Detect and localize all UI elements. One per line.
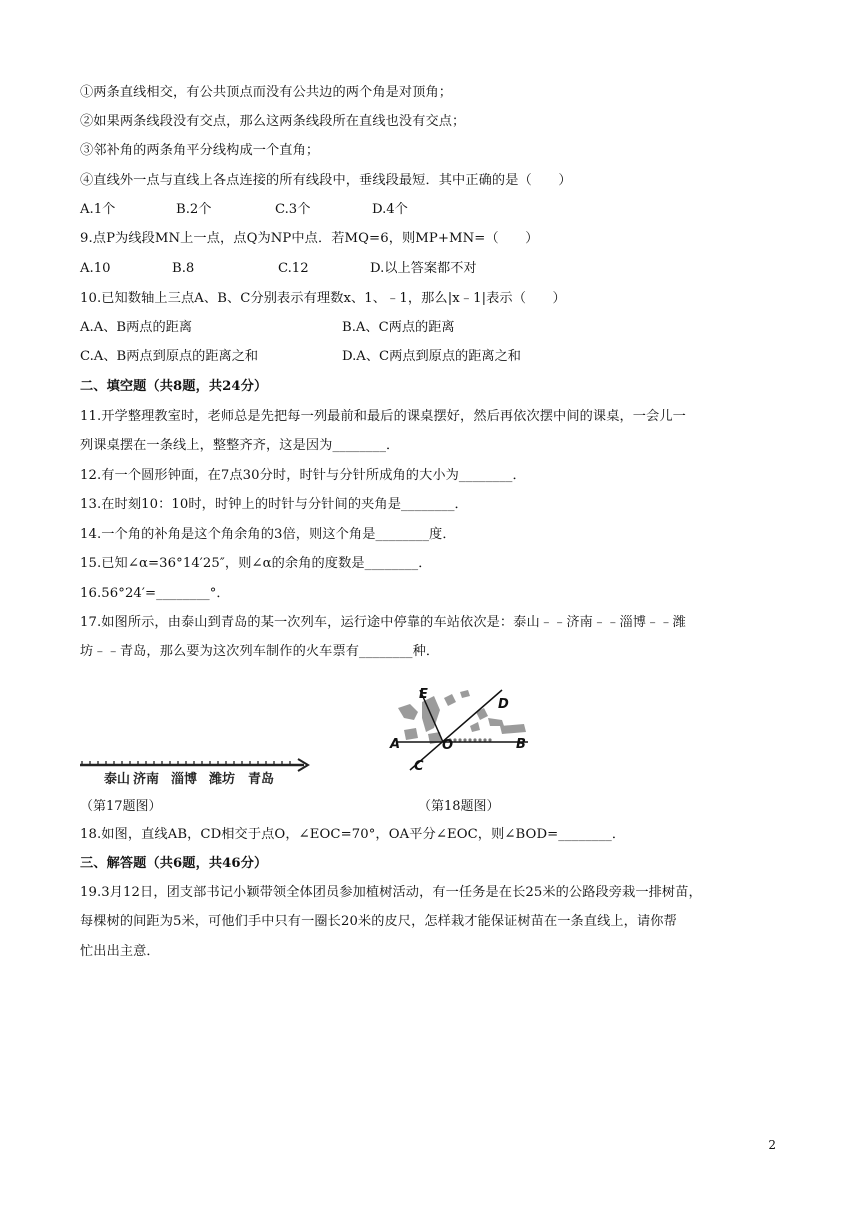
q8-option-a: A.1个: [80, 202, 116, 217]
q10-stem: 10.已知数轴上三点A、B、C分别表示有理数x、1、﹣1，那么|x﹣1|表示（ ）: [80, 291, 566, 306]
station-taishan: 泰山: [104, 772, 131, 787]
q8-option-b: B.2个: [176, 202, 212, 217]
q9-option-c: C.12: [278, 261, 309, 276]
q13-text: 13.在时刻10：10时，时钟上的时针与分针间的夹角是________．: [80, 497, 468, 512]
q8-option-d: D.4个: [372, 202, 408, 217]
label-c: C: [414, 759, 424, 774]
page-number: 2: [768, 1138, 776, 1152]
q14-text: 14.一个角的补角是这个角余角的3倍，则这个角是________度．: [80, 527, 456, 542]
q11-line-2: 列课桌摆在一条线上，整整齐齐，这是因为________．: [80, 438, 400, 453]
section-3-title: 三、解答题（共6题，共46分）: [80, 856, 268, 871]
label-a: A: [390, 737, 401, 752]
q17-line-1: 17.如图所示，由泰山到青岛的某一次列车，运行途中停靠的车站依次是：泰山﹣﹣济南﹣﹣淄博﹣﹣潍: [80, 615, 686, 630]
q8-option-c: C.3个: [275, 202, 311, 217]
q8-statement-3: ③邻补角的两条角平分线构成一个直角；: [80, 143, 320, 158]
station-weifang: 潍坊: [209, 772, 236, 787]
figure-17-caption: （第17题图）: [80, 799, 162, 814]
q11-line-1: 11.开学整理教室时，老师总是先把每一列最前和最后的课桌摆好，然后再依次摆中间的课桌，一会儿一: [80, 409, 686, 424]
q10-option-c: C.A、B两点到原点的距离之和: [80, 349, 259, 364]
q9-option-a: A.10: [80, 261, 111, 276]
label-o: O: [442, 738, 454, 753]
q19-line-3: 忙出出主意．: [80, 944, 160, 959]
q18-text: 18.如图，直线AB，CD相交于点O，∠EOC=70°，OA平分∠EOC，则∠BOD=________．: [80, 827, 626, 842]
q9-option-d: D.以上答案都不对: [370, 261, 477, 276]
q15-text: 15.已知∠α=36°14′25″，则∠α的余角的度数是________．: [80, 556, 432, 571]
label-d: D: [498, 697, 509, 712]
q19-line-1: 19.3月12日，团支部书记小颖带领全体团员参加植树活动，有一任务是在长25米的公路段旁栽一排树苗，: [80, 885, 702, 900]
station-zibo: 淄博: [171, 772, 198, 787]
station-jinan: 济南: [133, 772, 160, 787]
section-2-title: 二、填空题（共8题，共24分）: [80, 379, 268, 394]
q17-line-2: 坊﹣﹣青岛，那么要为这次列车制作的火车票有________种．: [80, 644, 440, 659]
figure-17-railway: [78, 752, 314, 792]
figure-18-diagram: [384, 682, 534, 776]
q12-text: 12.有一个圆形钟面，在7点30分时，时针与分针所成角的大小为________．: [80, 468, 526, 483]
q10-option-b: B.A、C两点的距离: [342, 320, 455, 335]
q9-stem: 9.点P为线段MN上一点，点Q为NP中点．若MQ=6，则MP+MN=（ ）: [80, 231, 539, 246]
q8-statement-4: ④直线外一点与直线上各点连接的所有线段中，垂线段最短．其中正确的是（ ）: [80, 173, 572, 188]
station-qingdao: 青岛: [248, 772, 275, 787]
q10-option-a: A.A、B两点的距离: [80, 320, 193, 335]
q8-statement-2: ②如果两条线段没有交点，那么这两条线段所在直线也没有交点；: [80, 114, 466, 129]
q9-option-b: B.8: [172, 261, 195, 276]
figure-18-caption: （第18题图）: [418, 799, 500, 814]
q10-option-d: D.A、C两点到原点的距离之和: [342, 349, 521, 364]
label-e: E: [419, 687, 428, 702]
q19-line-2: 每棵树的间距为5米，可他们手中只有一圈长20米的皮尺，怎样栽才能保证树苗在一条直线上，请你帮: [80, 914, 677, 929]
q16-text: 16.56°24′=________°．: [80, 586, 230, 601]
label-b: B: [516, 737, 526, 752]
q8-statement-1: ①两条直线相交，有公共顶点而没有公共边的两个角是对顶角；: [80, 85, 453, 100]
